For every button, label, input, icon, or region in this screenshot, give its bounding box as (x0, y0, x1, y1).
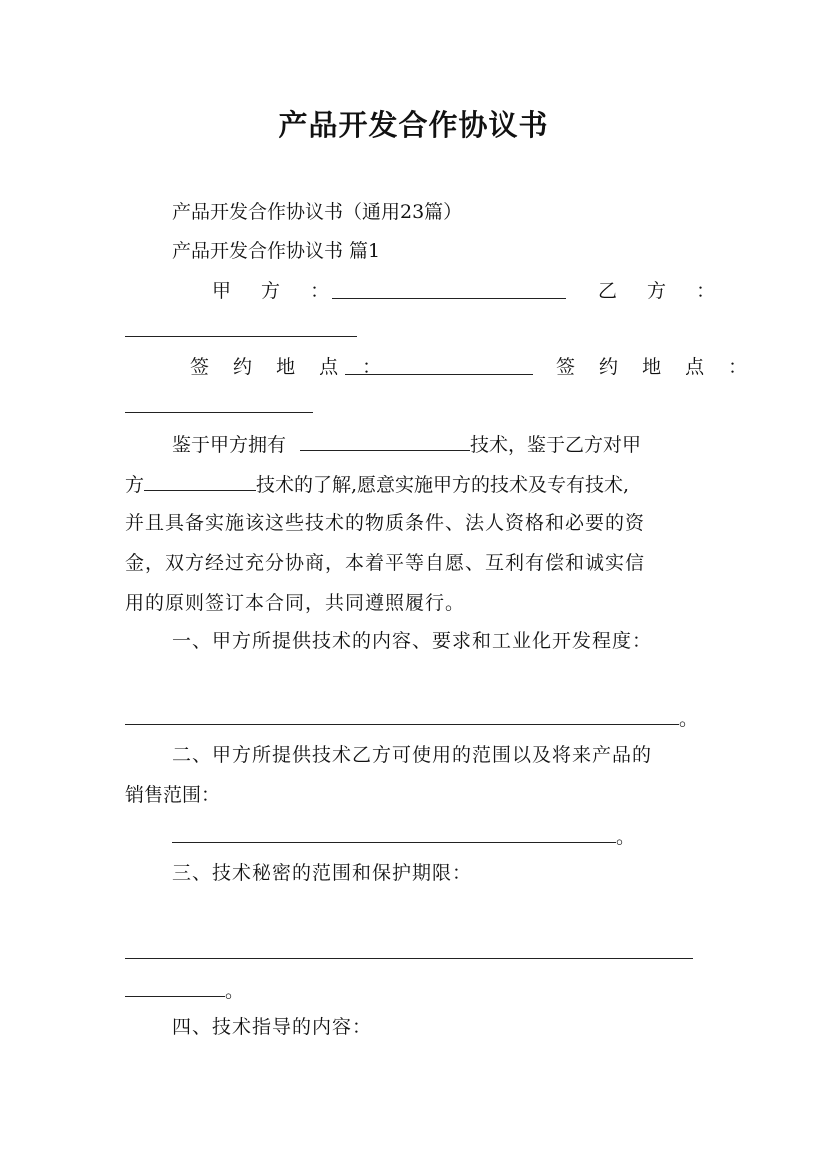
item-1-blank (125, 704, 698, 732)
tech-blank (300, 430, 470, 451)
party-b-blank (125, 316, 357, 344)
document-title: 产品开发合作协议书 (278, 108, 549, 142)
item-4: 四、技术指导的内容： (172, 1016, 373, 1038)
item-3-blank-2 (125, 976, 244, 1004)
para1-text-d: 技术的了解,愿意实施甲方的技术及专有技术, (256, 474, 630, 496)
item-3-blank (125, 938, 693, 966)
period: 。 (679, 708, 699, 730)
party-a-label: 甲 方 ： (212, 280, 342, 302)
item-2: 二、甲方所提供技术乙方可使用的范围以及将来产品的 (172, 744, 653, 766)
item-2-blank (172, 822, 635, 850)
para1-text-a: 鉴于甲方拥有 (172, 434, 287, 456)
paragraph-line (125, 470, 629, 498)
party-b-label: 乙 方 ： (598, 280, 728, 302)
sign-place-a-blank (345, 354, 533, 382)
item-3: 三、技术秘密的范围和保护期限： (172, 862, 473, 884)
period: 。 (225, 980, 245, 1002)
item-2-cont: 销售范围： (125, 784, 221, 806)
paragraph-line: 用的原则签订本合同，共同遵照履行。 (125, 592, 466, 614)
para1-text-c: 方 (125, 474, 145, 496)
sign-place-b-label: 签 约 地 点 ： (556, 356, 757, 378)
document-subtitle: 产品开发合作协议书（通用23篇） (172, 201, 463, 223)
tech-blank-2 (144, 470, 256, 491)
section-heading: 产品开发合作协议书 篇1 (172, 240, 381, 262)
paragraph-line (172, 430, 641, 458)
para1-text-b: 技术，鉴于乙方对甲 (470, 434, 642, 456)
period: 。 (616, 826, 636, 848)
item-1: 一、甲方所提供技术的内容、要求和工业化开发程度： (172, 630, 653, 652)
sign-place-b-blank (125, 392, 313, 420)
paragraph-line: 并且具备实施该这些技术的物质条件、法人资格和必要的资 (125, 512, 646, 534)
paragraph-line: 金，双方经过充分协商，本着平等自愿、互利有偿和诚实信 (125, 552, 646, 574)
sign-place-a-label: 签 约 地 点 ： (190, 356, 391, 378)
party-a-blank (332, 278, 566, 306)
